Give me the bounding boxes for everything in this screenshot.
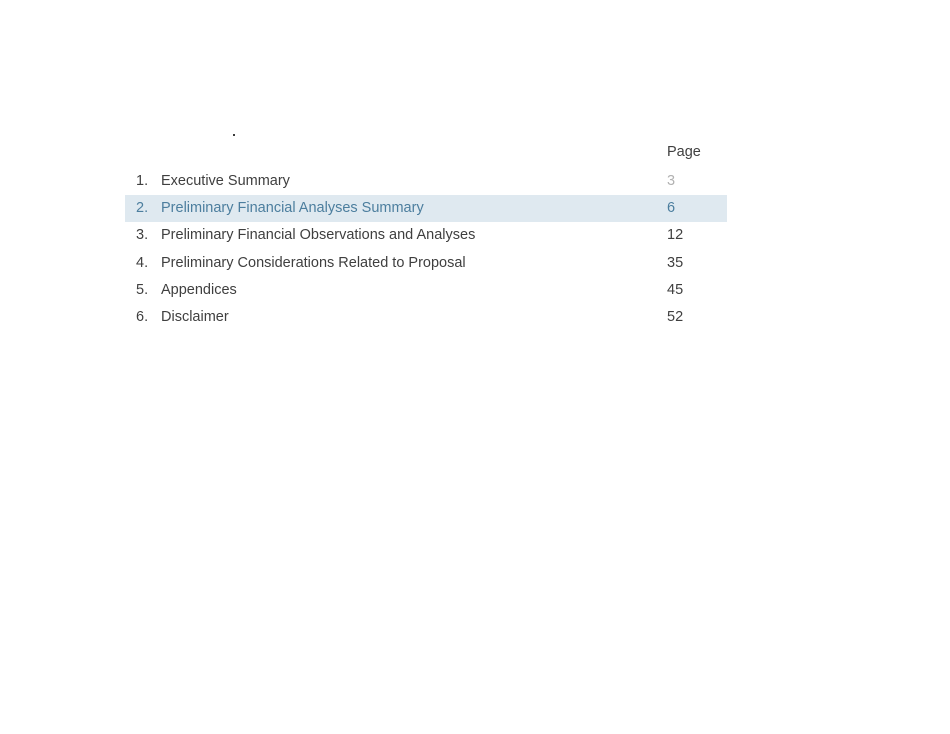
toc-item-number: 1. [136, 173, 149, 189]
toc-item-page: 12 [667, 227, 684, 244]
toc-item-number: 3. [136, 227, 149, 244]
page-column-header: Page [667, 144, 701, 160]
toc-item-title: Preliminary Considerations Related to Proposal [161, 254, 466, 271]
toc-row-preliminary-financial-analyses-summary[interactable] [125, 195, 727, 222]
toc-item-title: Executive Summary [161, 173, 290, 189]
toc-row-preliminary-considerations[interactable] [125, 250, 727, 277]
toc-row-executive-summary[interactable] [125, 168, 727, 195]
toc-item-page: 52 [667, 308, 684, 325]
toc-row-preliminary-financial-observations[interactable] [125, 222, 727, 249]
toc-item-title: Preliminary Financial Observations and Analyses [161, 227, 476, 244]
toc-item-number: 4. [136, 254, 149, 271]
toc-row-disclaimer[interactable] [125, 304, 727, 331]
toc-item-title: Appendices [161, 281, 237, 298]
stray-dot-mark [233, 134, 235, 136]
toc-item-title: Preliminary Financial Analyses Summary [161, 200, 424, 217]
toc-item-number: 2. [136, 200, 149, 217]
toc-row-appendices[interactable] [125, 277, 727, 304]
toc-item-page: 35 [667, 254, 684, 271]
table-of-contents [125, 168, 727, 331]
toc-item-number: 6. [136, 308, 149, 325]
toc-item-title: Disclaimer [161, 308, 229, 325]
toc-item-page: 3 [667, 173, 676, 189]
toc-item-page: 45 [667, 281, 684, 298]
toc-item-page: 6 [667, 200, 676, 217]
toc-item-number: 5. [136, 281, 149, 298]
